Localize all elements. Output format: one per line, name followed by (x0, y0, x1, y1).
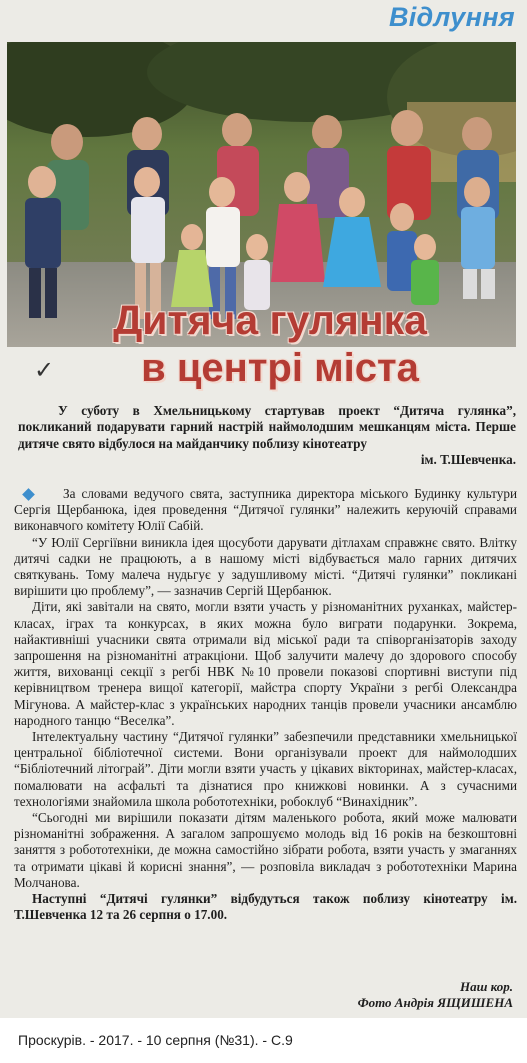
paragraph-4: Інтелектуальну частину “Дитячої гулянки” забезпечили представники хмельницької центральної бібліотечної системи. Вони організували проект для наймолодших “Бібліотечний літограй”. Діти могли взяти участь у цікавих вікторинах, майстер-класах, помалювати на асфальті та дізнатися про книжкові новинки. А з сучасними технологіями знайомила школа робототехніки, робоклуб “Винахідник”. (14, 729, 517, 809)
paragraph-6: Наступні “Дитячі гулянки” відбудуться також поблизу кінотеатру ім. Т.Шевченка 12 та 26 серпня о 17.00. (14, 891, 517, 923)
paragraph-1-text: За словами ведучого свята, заступника директора міського Будинку культури Сергія Щербанюка, ідея проведення “Дитячої гулянки” належить керуючій справами виконавчого комітету Юлії Сабій. (14, 486, 517, 534)
checkmark-icon: ✓ (34, 356, 55, 384)
paragraph-2: “У Юлії Сергіївни виникла ідея щосуботи дарувати дітлахам справжнє свято. Влітку дитячі садки не працюють, а в нашому місті відбувається мало гарних дитячих святкувань. Тому малеча нудьгує у задушливому місті. “Дитячі гулянки” покликані вирішити цю проблему”, — зазначив Сергій Щербанюк. (14, 534, 517, 599)
author-credit: Наш кор. (459, 979, 513, 994)
credits (358, 979, 513, 1011)
source-citation: Проскурів. - 2017. - 10 серпня (№31). - С.9 (18, 1032, 293, 1048)
paragraph-1 (14, 486, 517, 535)
paragraph-5: “Сьогодні ми вирішили показати дітям маленького робота, який може малювати різноманітні зображення. А загалом запрошуємо молодь від 16 років на безкоштовні заняття з робототехніки, де можна самостійно зібрати робота, взяти участь у змаганнях та отримати цікаві й корисні знання”, — розповіла викладач з робототехніки Марина Молчанова. (14, 810, 517, 890)
section-title: Відлуння (388, 2, 515, 32)
lead-text: У суботу в Хмельницькому стартував проект “Дитяча гулянка”, покликаний подарувати гарний настрій наймолодшим мешканцям міста. Перше дитяче свято відбулося на майданчику поблизу кінотеатру (18, 403, 516, 451)
diamond-bullet-icon (22, 488, 35, 501)
article-body (14, 486, 517, 923)
lead-tail: ім. Т.Шевченка. (420, 452, 516, 468)
paragraph-3: Діти, які завітали на свято, могли взяти участь у різноманітних руханках, майстер-класах, іграх та конкурсах, в яких можна було виграти подарунки. Зокрема, найактивніші учасники свята отримали від міської ради та співорганізаторів заходу запрошення на різноманітні атракціони. Щоб залучити малечу до здорового способу життя, вихованці секції з регбі НВК №10 провели показові спортивні виступи під керівництвом тренера вищої категорії, майстра спорту України з регбі Олександра Мігунова. А майстер-клас з українських народних танців провели учасники ансамблю народного танцю “Веселка”. (14, 599, 517, 728)
headline-line-1: Дитяча гулянка (113, 297, 427, 343)
photo-credit: Фото Андрія ЯЩИШЕНА (357, 995, 513, 1010)
headline-line-2: в центрі міста (141, 346, 419, 390)
lead-paragraph (18, 403, 516, 469)
